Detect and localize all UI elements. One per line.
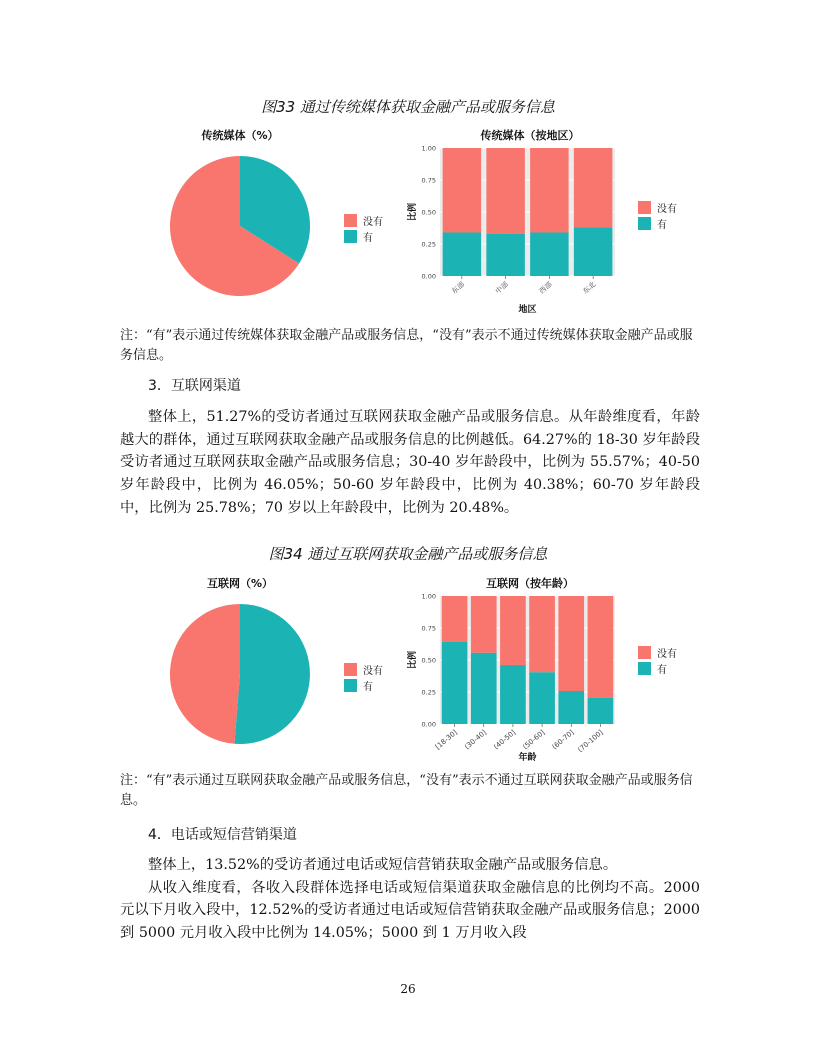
bar-segment-no (530, 148, 569, 232)
x-axis-label: 年龄 (518, 753, 537, 763)
bar-segment-no (574, 148, 613, 227)
legend-item-yes: 有 (638, 216, 677, 231)
figure-33-title: 图33 通过传统媒体获取金融产品或服务信息 (261, 98, 555, 116)
legend-item-yes: 有 (344, 229, 383, 244)
pie-slice-yes (234, 604, 310, 744)
bar-chart-traditional (405, 140, 630, 315)
x-tick-label: 中部 (494, 280, 510, 296)
x-tick-label: (70-100] (576, 728, 605, 754)
pie-title-internet: 互联网（%） (206, 577, 274, 590)
bar-segment-yes (442, 642, 468, 724)
legend-bar-internet (638, 645, 677, 677)
bar-segment-no (443, 148, 482, 232)
bar-segment-no (486, 148, 525, 234)
figure-34-title: 图34 通过互联网获取金融产品或服务信息 (268, 545, 548, 563)
x-tick-label: 西部 (537, 280, 554, 296)
y-tick-label: 0.00 (421, 720, 436, 729)
figure-33-note: 注：“有”表示通过传统媒体获取金融产品或服务信息，“没有”表示不通过传统媒体获取金融产品或服务信息。 (120, 328, 693, 363)
bar-segment-yes (530, 232, 569, 276)
y-tick-label: 0.75 (421, 624, 436, 633)
bar-segment-yes (588, 698, 614, 724)
figure-34-note: 注：“有”表示通过互联网获取金融产品或服务信息，“没有”表示不通过互联网获取金融产品或服务信息。 (120, 773, 693, 808)
bar-segment-no (500, 596, 526, 665)
legend-item-no: 没有 (344, 662, 383, 677)
bar-segment-yes (574, 227, 613, 276)
bar-chart-internet (405, 588, 630, 763)
x-axis-label: 地区 (518, 305, 537, 315)
legend-pie-traditional (344, 213, 383, 245)
y-tick-label: 0.25 (421, 240, 436, 249)
bar-segment-no (558, 596, 584, 691)
legend-item-yes: 有 (344, 678, 383, 693)
pie-title-traditional: 传统媒体（%） (201, 129, 279, 142)
bar-segment-yes (443, 232, 482, 276)
x-tick-label: (60-70] (550, 728, 576, 752)
y-axis-label: 比例 (408, 650, 418, 670)
legend-item-no: 没有 (638, 200, 677, 215)
section-4-paragraph-1: 整体上，13.52%的受访者通过电话或短信营销获取金融产品或服务信息。 (148, 857, 618, 873)
x-tick-label: (50-60] (521, 728, 547, 752)
bar-segment-yes (500, 665, 526, 724)
legend-item-no: 没有 (638, 645, 677, 660)
y-tick-label: 1.00 (421, 144, 436, 153)
bar-segment-yes (471, 653, 497, 724)
pie-chart-internet (155, 598, 325, 753)
bar-segment-no (471, 596, 497, 653)
section-3-heading: 3．互联网渠道 (148, 378, 241, 394)
y-tick-label: 0.00 (421, 272, 436, 281)
legend-item-no: 没有 (344, 213, 383, 228)
x-tick-label: 东部 (450, 280, 467, 296)
x-tick-label: (40-50] (492, 728, 518, 752)
y-tick-label: 1.00 (421, 592, 436, 601)
section-3-paragraph: 整体上，51.27%的受访者通过互联网获取金融产品或服务信息。从年龄维度看，年龄越大的群体，通过互联网获取金融产品或服务信息的比例越低。64.27%的 18-30 岁年龄段受访者通过互联网获取金融产品或服务信息；30-40 岁年龄段中，比例为 55.57%；40-50 岁年龄段中，比例为 46.05%；50-60 岁年龄段中，比例为 40.38%；60-70 岁年龄段中，比例为 25.78%；70 岁以上年龄段中，比例为 20.48%。 (120, 409, 700, 516)
bar-segment-no (442, 596, 468, 642)
x-tick-label: (30-40] (463, 728, 489, 752)
legend-pie-internet (344, 662, 383, 694)
bar-title-traditional: 传统媒体（按地区） (480, 129, 580, 142)
bar-segment-yes (486, 234, 525, 276)
section-4-paragraphs (120, 854, 700, 945)
y-axis-label: 比例 (408, 202, 418, 222)
y-tick-label: 0.25 (421, 688, 436, 697)
section-4-paragraph-2: 从收入维度看，各收入段群体选择电话或短信渠道获取金融信息的比例均不高。2000 元以下月收入段中，12.52%的受访者通过电话或短信营销获取金融产品或服务信息；2000 到 5000 元月收入段中比例为 14.05%；5000 到 1 万月收入段 (120, 879, 700, 942)
y-tick-label: 0.50 (421, 208, 436, 217)
legend-item-yes: 有 (638, 661, 677, 676)
bar-segment-yes (529, 672, 555, 724)
y-tick-label: 0.75 (421, 176, 436, 185)
x-tick-label: 东北 (581, 280, 598, 296)
y-tick-label: 0.50 (421, 656, 436, 665)
pie-slice-no (170, 604, 240, 744)
bar-segment-no (588, 596, 614, 698)
pie-chart-traditional (155, 150, 325, 305)
legend-bar-traditional (638, 200, 677, 232)
section-4-heading: 4．电话或短信营销渠道 (148, 827, 297, 843)
bar-segment-no (529, 596, 555, 672)
bar-title-internet: 互联网（按年龄） (486, 577, 574, 590)
page-number: 26 (400, 982, 416, 996)
bar-segment-yes (558, 691, 584, 724)
x-tick-label: [18-30] (433, 728, 459, 752)
